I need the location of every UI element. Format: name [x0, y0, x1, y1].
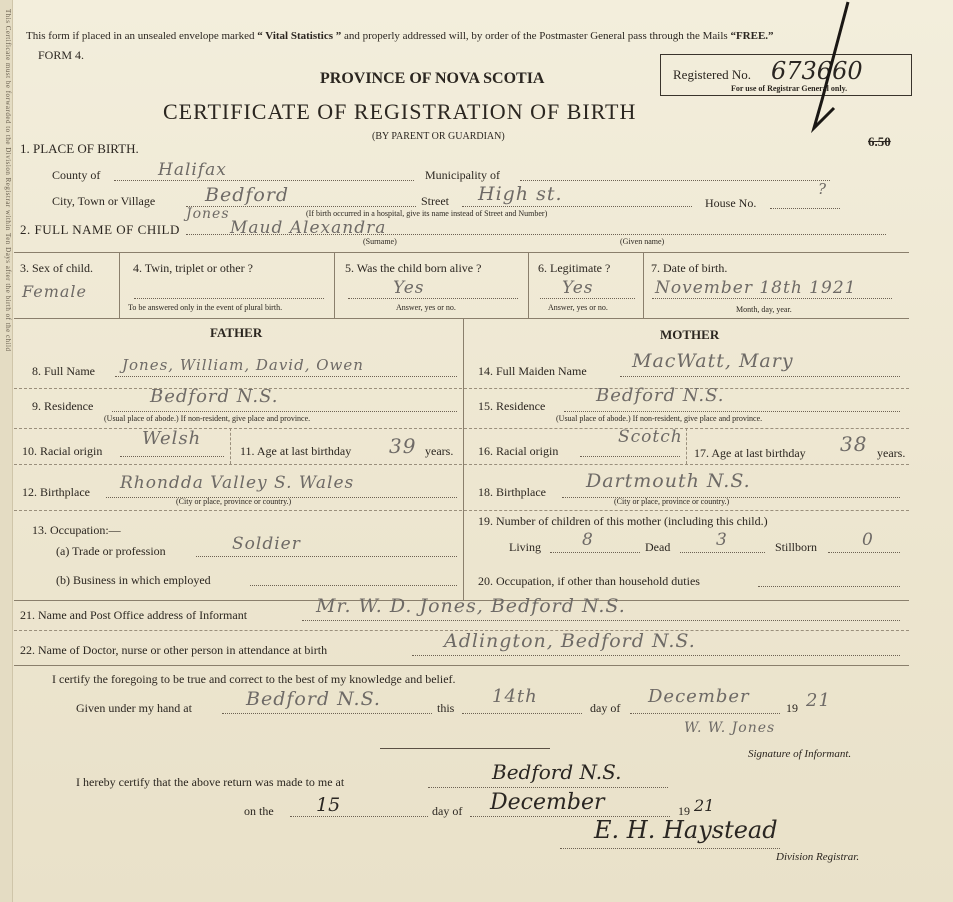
mother-race-line: [580, 456, 680, 457]
registrar-signature: E. H. Haystead: [594, 816, 778, 844]
form-number: FORM 4.: [38, 48, 85, 62]
mother-name-value: MacWatt, Mary: [632, 350, 794, 372]
father-race-divider: [230, 428, 231, 464]
postal-notice: This form if placed in an unsealed envelope marked “ Vital Statistics ” and properly addressed will, by order of the Postmaster General pass through the Mails “FREE.”: [26, 30, 774, 42]
dob-line: [652, 298, 892, 299]
mother-name-line: [620, 376, 900, 377]
trade-label: (a) Trade or profession: [56, 544, 166, 558]
father-birthplace-value: Rhondda Valley S. Wales: [120, 473, 355, 493]
sex-label: 3. Sex of child.: [20, 261, 93, 275]
twin-label: 4. Twin, triplet or other ?: [133, 261, 253, 275]
dob-note: Month, day, year.: [736, 305, 792, 314]
twin-line: [134, 298, 324, 299]
registered-number: 673660: [771, 57, 863, 85]
given-label: Given under my hand at: [76, 701, 192, 715]
row3-divider-4: [643, 252, 644, 318]
dob-label: 7. Date of birth.: [651, 261, 728, 275]
informant-signature: W. W. Jones: [684, 720, 776, 736]
given-day-value: 14th: [492, 686, 538, 707]
alive-value: Yes: [393, 278, 425, 298]
registered-box: [660, 54, 912, 96]
father-race-line: [120, 456, 224, 457]
father-age-label: 11. Age at last birthday: [240, 444, 352, 458]
father-rule-4: [14, 510, 462, 511]
given-day-of-label: day of: [590, 701, 621, 715]
doctor-label: 22. Name of Doctor, nurse or other person in attendance at birth: [20, 643, 328, 657]
father-name-label: 8. Full Name: [32, 364, 95, 378]
county-label: County of: [52, 168, 101, 182]
corner-mark: 6.50: [868, 134, 891, 149]
father-heading: FATHER: [210, 325, 263, 340]
father-race-value: Welsh: [142, 428, 202, 449]
mother-race-divider: [686, 428, 687, 464]
given-name-caption: (Given name): [620, 237, 665, 246]
pen-stroke-mark: [800, 0, 860, 140]
margin-text: This Certificate must be forwarded to the Division Registrar within Ten Days after the birth of the child: [4, 9, 12, 352]
row3-bottom-rule: [14, 318, 909, 319]
mother-birthplace-note: (City or place, province or country.): [614, 497, 730, 506]
mother-name-label: 14. Full Maiden Name: [478, 364, 587, 378]
signature-informant-caption: Signature of Informant.: [748, 748, 852, 760]
street-value: High st.: [478, 183, 563, 205]
this-label: this: [437, 701, 455, 715]
legit-line: [540, 298, 635, 299]
father-occupation-label: 13. Occupation:—: [32, 523, 121, 537]
legit-label: 6. Legitimate ?: [538, 261, 611, 275]
doctor-line: [412, 655, 900, 656]
informant-value: Mr. W. D. Jones, Bedford N.S.: [316, 595, 626, 617]
father-rule-3: [14, 464, 462, 465]
legit-note: Answer, yes or no.: [548, 303, 608, 312]
mother-residence-note: (Usual place of abode.) If non-resident, give place and province.: [556, 414, 763, 423]
alive-line: [348, 298, 518, 299]
street-line: [462, 206, 692, 207]
alive-label: 5. Was the child born alive ?: [345, 261, 482, 275]
children-label: 19. Number of children of this mother (including this child.): [478, 514, 768, 528]
row3-divider-3: [528, 252, 529, 318]
father-race-label: 10. Racial origin: [22, 444, 103, 458]
given-month-value: December: [648, 686, 750, 707]
twin-note: To be answered only in the event of plural birth.: [128, 303, 283, 312]
page-title: CERTIFICATE OF REGISTRATION OF BIRTH: [163, 99, 637, 124]
father-age-unit: years.: [425, 444, 454, 458]
registrar-signature-line: [560, 848, 780, 849]
street-label: Street: [421, 194, 449, 208]
business-line: [250, 585, 457, 586]
street-note: (If birth occurred in a hospital, give its name instead of Street and Number): [306, 209, 548, 218]
house-label: House No.: [705, 196, 757, 210]
father-name-value: Jones, William, David, Owen: [122, 356, 364, 374]
day-of-label: day of: [432, 804, 463, 818]
sex-value: Female: [22, 282, 87, 301]
dob-value: November 18th 1921: [655, 278, 857, 298]
child-given-value: Maud Alexandra: [230, 218, 387, 238]
living-value: 8: [582, 530, 594, 550]
stillborn-value: 0: [862, 530, 874, 550]
doctor-rule: [14, 665, 909, 666]
stillborn-line: [828, 552, 900, 553]
given-place-line: [222, 713, 432, 714]
mother-residence-value: Bedford N.S.: [596, 385, 725, 406]
page-subtitle: (BY PARENT OR GUARDIAN): [372, 131, 505, 142]
municipality-line: [520, 180, 830, 181]
registrar-use-note: For use of Registrar General only.: [731, 84, 848, 93]
dead-value: 3: [716, 530, 728, 550]
living-label: Living: [509, 540, 541, 554]
mother-rule-3: [464, 464, 909, 465]
informant-label: 21. Name and Post Office address of Informant: [20, 608, 248, 622]
province-heading: PROVINCE OF NOVA SCOTIA: [320, 70, 545, 87]
mother-age-label: 17. Age at last birthday: [694, 446, 806, 460]
registrar-day-line: [290, 816, 428, 817]
child-name-label: 2. FULL NAME OF CHILD: [20, 222, 180, 237]
mother-birthplace-line: [562, 497, 900, 498]
registrar-day-value: 15: [316, 794, 341, 816]
house-line: [770, 208, 840, 209]
given-day-line: [462, 713, 582, 714]
trade-line: [196, 556, 457, 557]
informant-line: [302, 620, 900, 621]
legit-value: Yes: [562, 278, 594, 298]
father-residence-value: Bedford N.S.: [150, 386, 279, 407]
on-the-label: on the: [244, 804, 274, 818]
mother-age-value: 38: [840, 432, 868, 456]
doctor-value: Adlington, Bedford N.S.: [444, 630, 696, 652]
mother-occupation-label: 20. Occupation, if other than household duties: [478, 574, 700, 588]
mother-occupation-line: [758, 586, 900, 587]
registrar-month-value: December: [490, 790, 605, 815]
father-residence-line: [112, 411, 457, 412]
certify-statement: I certify the foregoing to be true and correct to the best of my knowledge and belief.: [52, 672, 456, 686]
registrar-statement: I hereby certify that the above return was made to me at: [76, 775, 345, 789]
mother-birthplace-label: 18. Birthplace: [478, 485, 546, 499]
father-birthplace-label: 12. Birthplace: [22, 485, 90, 499]
registrar-divider: [380, 748, 550, 749]
mother-residence-label: 15. Residence: [478, 399, 546, 413]
surname-caption: (Surname): [363, 237, 397, 246]
dead-label: Dead: [645, 540, 671, 554]
given-place-value: Bedford N.S.: [246, 688, 381, 710]
mother-age-unit: years.: [877, 446, 906, 460]
alive-note: Answer, yes or no.: [396, 303, 456, 312]
row3-top-rule: [14, 252, 909, 253]
mother-race-label: 16. Racial origin: [478, 444, 559, 458]
city-value: Bedford: [205, 184, 290, 206]
registrar-year-prefix: 19: [678, 804, 690, 818]
stillborn-label: Stillborn: [775, 540, 818, 554]
given-month-line: [630, 713, 780, 714]
given-year-prefix: 19: [786, 701, 798, 715]
county-value: Halifax: [158, 160, 227, 180]
registrar-year-value: 21: [694, 796, 715, 815]
trade-value: Soldier: [232, 534, 301, 554]
mother-residence-line: [564, 411, 900, 412]
house-value: ?: [818, 180, 828, 198]
municipality-label: Municipality of: [425, 168, 500, 182]
place-of-birth-label: 1. PLACE OF BIRTH.: [20, 141, 139, 156]
child-surname-value: Jones: [186, 206, 230, 222]
father-name-line: [115, 376, 457, 377]
living-line: [550, 552, 640, 553]
county-line: [114, 180, 414, 181]
father-rule-2: [14, 428, 462, 429]
registrar-place-line: [428, 787, 668, 788]
given-year-value: 21: [806, 690, 831, 711]
parents-divider: [463, 318, 464, 600]
row3-divider-1: [119, 252, 120, 318]
registrar-place-value: Bedford N.S.: [492, 760, 622, 784]
city-label: City, Town or Village: [52, 194, 156, 208]
mother-birthplace-value: Dartmouth N.S.: [586, 470, 751, 492]
mother-race-value: Scotch: [618, 427, 683, 447]
father-residence-label: 9. Residence: [32, 399, 94, 413]
dead-line: [680, 552, 765, 553]
mother-heading: MOTHER: [660, 327, 720, 342]
father-birthplace-note: (City or place, province or country.): [176, 497, 292, 506]
business-label: (b) Business in which employed: [56, 573, 211, 587]
division-registrar-caption: Division Registrar.: [776, 851, 860, 863]
father-age-value: 39: [389, 434, 417, 458]
row3-divider-2: [334, 252, 335, 318]
father-residence-note: (Usual place of abode.) If non-resident, give place and province.: [104, 414, 311, 423]
mother-rule-4: [464, 510, 909, 511]
registered-label: Registered No.: [673, 67, 751, 82]
